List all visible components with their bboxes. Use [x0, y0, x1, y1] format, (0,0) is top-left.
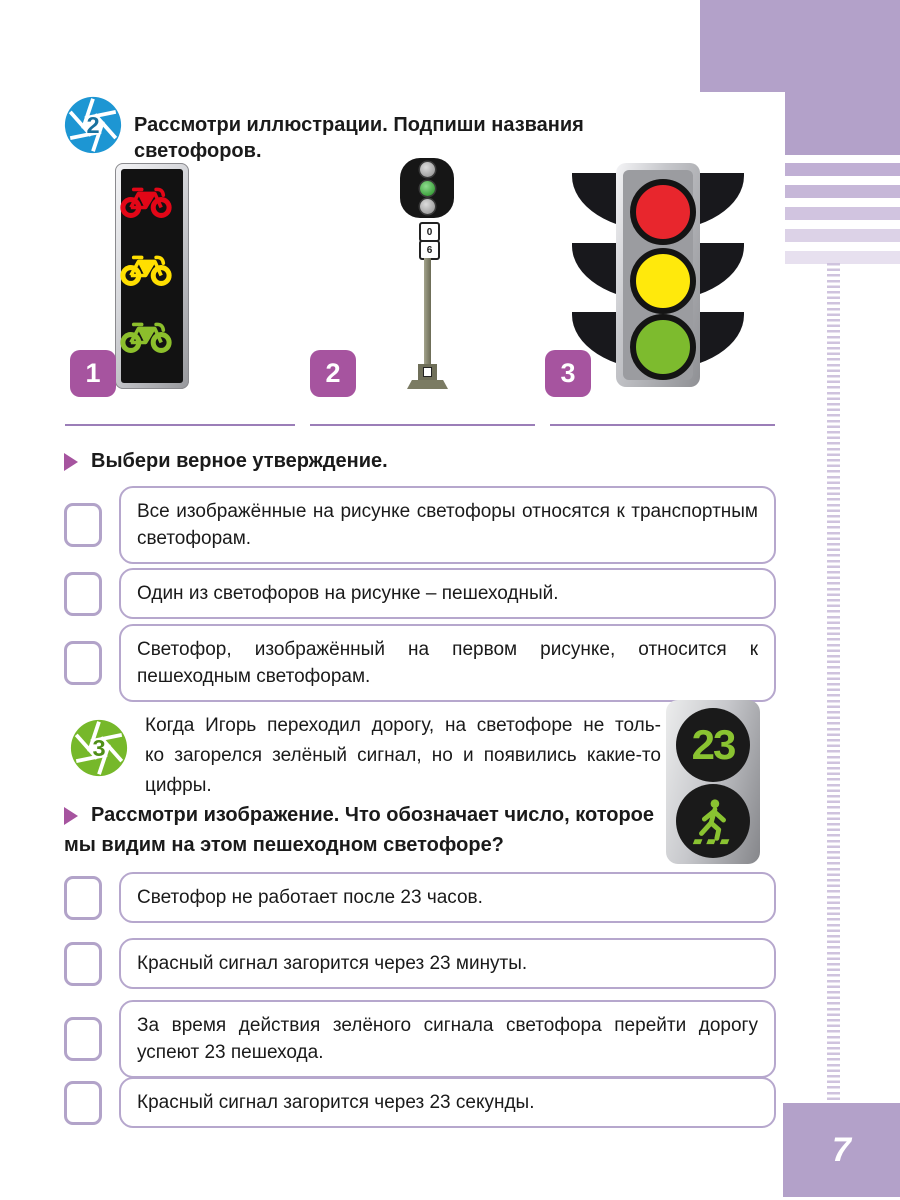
- question-line: мы видим на этом пешеходном светофоре?: [64, 834, 504, 856]
- railway-lamp-off: [420, 162, 435, 177]
- road-traffic-light: [572, 163, 744, 387]
- yellow-bicycle-icon: [120, 251, 172, 287]
- triangle-bullet-icon: [64, 453, 78, 471]
- decoration-stripe: [785, 229, 900, 242]
- figure-badge-3-label: 3: [560, 358, 576, 388]
- statement-row: [64, 872, 776, 923]
- intro-line: цифры.: [145, 775, 212, 796]
- decoration-stripe: [785, 251, 900, 264]
- decoration-stripe: [785, 185, 900, 198]
- statement-text-box: Красный сигнал загорится через 23 минуты.: [119, 938, 776, 989]
- task2-subtitle: Выбери верное утверждение.: [91, 450, 388, 472]
- railway-plate-top: [419, 222, 440, 242]
- checkbox[interactable]: [64, 641, 102, 685]
- statement-text-box: Светофор не работает после 23 часов.: [119, 872, 776, 923]
- traffic-light-frame: [616, 163, 700, 387]
- figure-badge-2-label: 2: [325, 358, 341, 388]
- answer-line-3[interactable]: [550, 424, 775, 426]
- task2-number: 2: [86, 112, 100, 139]
- checkbox[interactable]: [64, 503, 102, 547]
- statement-text-box: За время действия зелёного сигнала светофора перейти дорогу успеют 23 пешехода.: [119, 1000, 776, 1078]
- task2-title: Рассмотри иллюстрации. Подпиши названия светофоров.: [134, 114, 584, 162]
- page-number-box: [783, 1103, 900, 1197]
- statement-text-box: Светофор, изображённый на первом рисунке, относится к пешеходным светофорам.: [119, 624, 776, 702]
- statement-row: [64, 568, 776, 619]
- decoration-stripe: [785, 163, 900, 176]
- statement-text-box: Один из светофоров на рисунке – пешеходный.: [119, 568, 776, 619]
- figure-badge-1: [70, 350, 116, 397]
- red-lamp: [630, 179, 696, 245]
- page-number: 7: [832, 1130, 851, 1169]
- decoration-stripe: [785, 207, 900, 220]
- answer-line-1[interactable]: [65, 424, 295, 426]
- intro-line: ко загорелся зелёный сигнал, но и появились какие-то: [145, 745, 661, 766]
- figure-badge-2: [310, 350, 356, 397]
- statement-row: [64, 1077, 776, 1128]
- triangle-bullet-icon: [64, 807, 78, 825]
- pedestrian-traffic-light: [666, 700, 760, 864]
- railway-lamp-green: [420, 181, 435, 196]
- railway-light-pole: [424, 258, 431, 364]
- task3-number: 3: [92, 735, 106, 762]
- railway-light-base: [418, 364, 437, 380]
- statement-row: [64, 624, 776, 702]
- railway-plate-bottom: [419, 240, 440, 260]
- camera-shutter-icon: [64, 96, 122, 154]
- task3-icon-wrap: [70, 719, 128, 777]
- checkbox[interactable]: [64, 876, 102, 920]
- task2-icon-wrap: [64, 96, 122, 154]
- checkbox[interactable]: [64, 1017, 102, 1061]
- task3-question-row: [64, 804, 654, 827]
- task2-subtitle-row: [64, 450, 564, 473]
- statement-row: [64, 1000, 776, 1078]
- checkbox[interactable]: [64, 942, 102, 986]
- countdown-value: 23: [691, 721, 735, 768]
- intro-line: Когда Игорь переходил дорогу, на светофоре не толь-: [145, 715, 661, 736]
- walk-signal-window: [676, 784, 750, 858]
- yellow-lamp: [630, 248, 696, 314]
- checkbox[interactable]: [64, 572, 102, 616]
- statement-text-box: Все изображённые на рисунке светофоры относятся к транспортным светофорам.: [119, 486, 776, 564]
- task3-intro: [145, 711, 661, 801]
- railway-light-head: [400, 158, 454, 218]
- walking-person-icon: [688, 796, 738, 846]
- figure-badge-3: [545, 350, 591, 397]
- railway-plate-top-glyph: 0: [426, 226, 433, 238]
- bicycle-traffic-light: [115, 163, 189, 389]
- countdown-window: [676, 708, 750, 782]
- figure-badge-1-label: 1: [85, 358, 101, 388]
- railway-light-foot: [407, 380, 448, 389]
- railway-traffic-light: [396, 158, 458, 390]
- answer-line-2[interactable]: [310, 424, 535, 426]
- railway-plate-bottom-glyph: 6: [426, 244, 433, 256]
- statement-row: [64, 486, 776, 564]
- checkbox[interactable]: [64, 1081, 102, 1125]
- question-line: Рассмотри изображение. Что обозначает число, которое: [91, 804, 654, 826]
- dashed-margin-line: [827, 263, 840, 1103]
- railway-lamp-off: [420, 199, 435, 214]
- red-bicycle-icon: [120, 183, 172, 219]
- statement-row: [64, 938, 776, 989]
- corner-decoration-block-step: [785, 0, 900, 155]
- statement-text-box: Красный сигнал загорится через 23 секунды.: [119, 1077, 776, 1128]
- camera-shutter-icon: [70, 719, 128, 777]
- green-lamp: [630, 314, 696, 380]
- green-bicycle-icon: [120, 318, 172, 354]
